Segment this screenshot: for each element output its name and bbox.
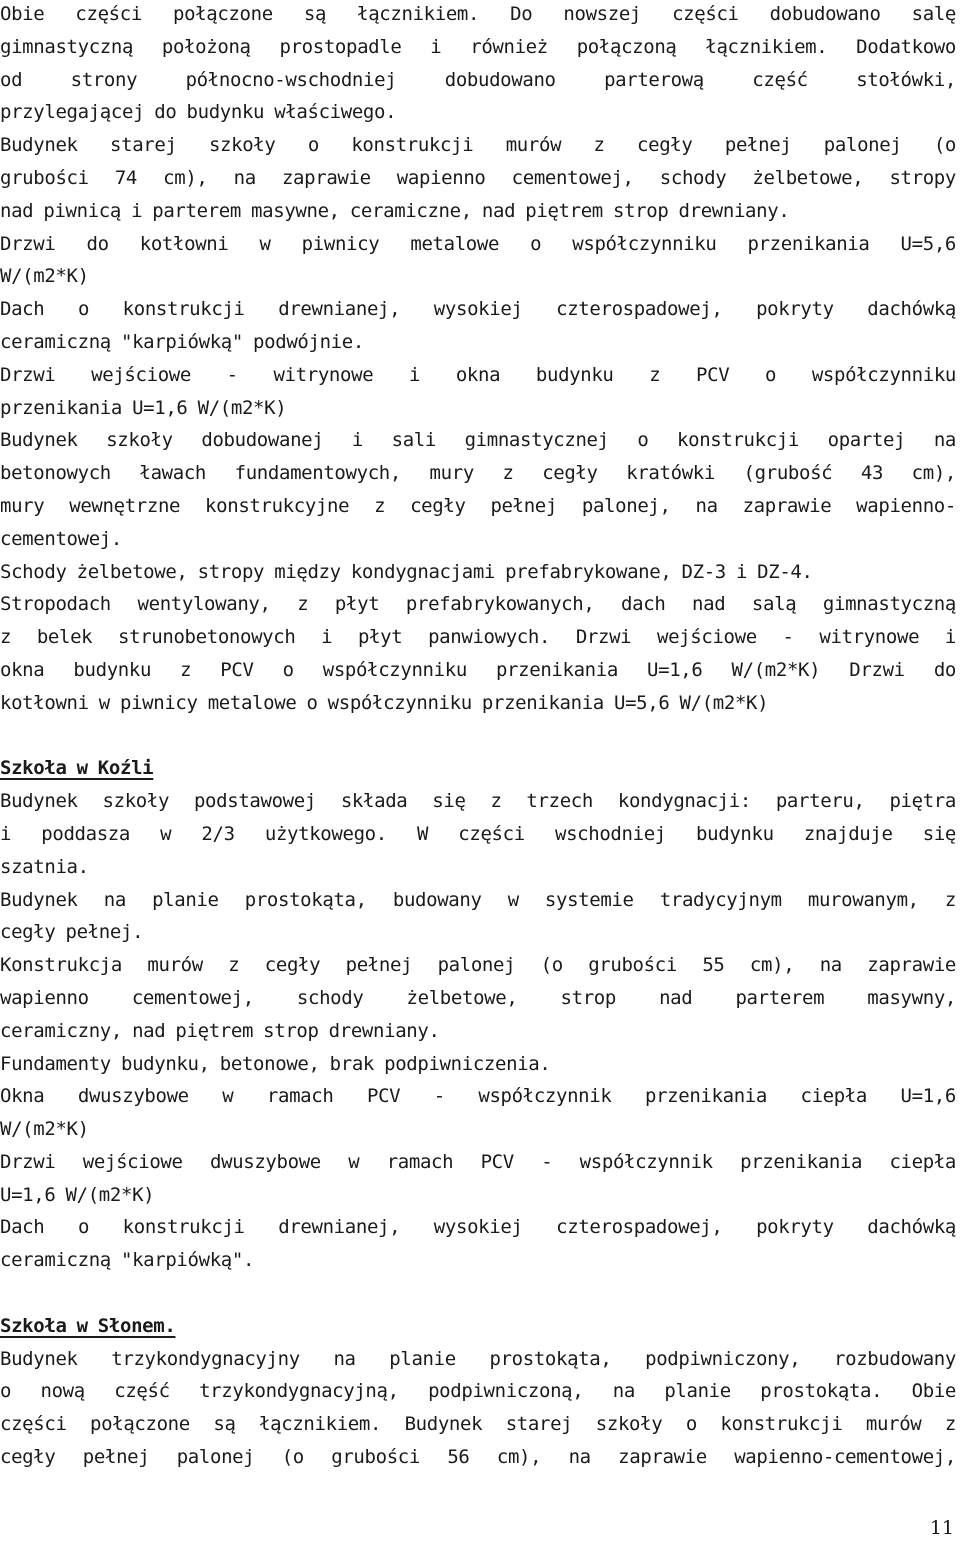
text-line: cementowej.: [0, 527, 122, 550]
text-line: Budynek na planie prostokąta, budowany w systemie tradycyjnym murowanym, z: [0, 888, 956, 911]
text-line: Dach o konstrukcji drewnianej, wysokiej czterospadowej, pokryty dachówką: [0, 298, 956, 321]
text-line: przylegającej do budynku właściwego.: [0, 101, 397, 124]
text-line: i poddasza w 2/3 użytkowego. W części wschodniej budynku znajduje się: [0, 822, 956, 845]
text-line: cegły pełnej palonej (o grubości 56 cm), na zaprawie wapienno-cementowej,: [0, 1446, 956, 1469]
text-line: Budynek szkoły dobudowanej i sali gimnastycznej o konstrukcji opartej na: [0, 429, 956, 452]
blank-line: [0, 720, 956, 753]
text-line: kotłowni w piwnicy metalowe o współczynniku przenikania U=5,6 W/(m2*K): [0, 691, 769, 714]
text-line: grubości 74 cm), na zaprawie wapienno cementowej, schody żelbetowe, stropy: [0, 166, 956, 189]
section-heading: Szkoła w Słonem.: [0, 1314, 176, 1337]
text-line: wapienno cementowej, schody żelbetowe, strop nad parterem masywny,: [0, 986, 956, 1009]
text-line: o nową część trzykondygnacyjną, podpiwniczoną, na planie prostokąta. Obie: [0, 1380, 956, 1403]
text-line: ceramiczną "karpiówką" podwójnie.: [0, 330, 364, 353]
text-line: szatnia.: [0, 855, 89, 878]
text-line: W/(m2*K): [0, 1118, 89, 1141]
section-heading: Szkoła w Koźli: [0, 757, 154, 780]
text-line: Drzwi wejściowe - witrynowe i okna budynku z PCV o współczynniku: [0, 363, 956, 386]
text-line: Stropodach wentylowany, z płyt prefabrykowanych, dach nad salą gimnastyczną: [0, 593, 956, 616]
text-line: Fundamenty budynku, betonowe, brak podpiwniczenia.: [0, 1052, 551, 1075]
blank-line: [0, 1277, 956, 1310]
text-line: Budynek starej szkoły o konstrukcji murów z cegły pełnej palonej (o: [0, 134, 956, 157]
text-line: okna budynku z PCV o współczynniku przenikania U=1,6 W/(m2*K) Drzwi do: [0, 658, 956, 681]
text-line: Budynek szkoły podstawowej składa się z trzech kondygnacji: parteru, piętra: [0, 790, 956, 813]
text-line: Okna dwuszybowe w ramach PCV - współczynnik przenikania ciepła U=1,6: [0, 1085, 956, 1108]
text-line: części połączone są łącznikiem. Budynek starej szkoły o konstrukcji murów z: [0, 1413, 956, 1436]
text-line: gimnastyczną położoną prostopadle i również połączoną łącznikiem. Dodatkowo: [0, 35, 956, 58]
text-line: ceramiczny, nad piętrem strop drewniany.: [0, 1019, 440, 1042]
text-line: mury wewnętrzne konstrukcyjne z cegły pełnej palonej, na zaprawie wapienno-: [0, 494, 956, 517]
text-line: nad piwnicą i parterem masywne, ceramiczne, nad piętrem strop drewniany.: [0, 199, 790, 222]
text-line: Drzwi do kotłowni w piwnicy metalowe o współczynniku przenikania U=5,6: [0, 232, 956, 255]
text-line: Budynek trzykondygnacyjny na planie prostokąta, podpiwniczony, rozbudowany: [0, 1347, 956, 1370]
text-line: od strony północno-wschodniej dobudowano parterową część stołówki,: [0, 68, 956, 91]
text-line: przenikania U=1,6 W/(m2*K): [0, 396, 287, 419]
text-line: cegły pełnej.: [0, 921, 144, 944]
text-line: Drzwi wejściowe dwuszybowe w ramach PCV - współczynnik przenikania ciepła: [0, 1150, 956, 1173]
page-number: 11: [929, 1517, 954, 1539]
text-line: Obie części połączone są łącznikiem. Do nowszej części dobudowano salę: [0, 3, 956, 25]
text-line: Schody żelbetowe, stropy między kondygnacjami prefabrykowane, DZ-3 i DZ-4.: [0, 560, 813, 583]
text-line: z belek strunobetonowych i płyt panwiowych. Drzwi wejściowe - witrynowe i: [0, 626, 956, 649]
text-line: W/(m2*K): [0, 265, 89, 288]
text-line: U=1,6 W/(m2*K): [0, 1183, 155, 1206]
text-line: ceramiczną "karpiówką".: [0, 1249, 255, 1272]
text-line: Konstrukcja murów z cegły pełnej palonej (o grubości 55 cm), na zaprawie: [0, 954, 956, 977]
text-line: Dach o konstrukcji drewnianej, wysokiej czterospadowej, pokryty dachówką: [0, 1216, 956, 1239]
text-line: betonowych ławach fundamentowych, mury z cegły kratówki (grubość 43 cm),: [0, 462, 956, 485]
